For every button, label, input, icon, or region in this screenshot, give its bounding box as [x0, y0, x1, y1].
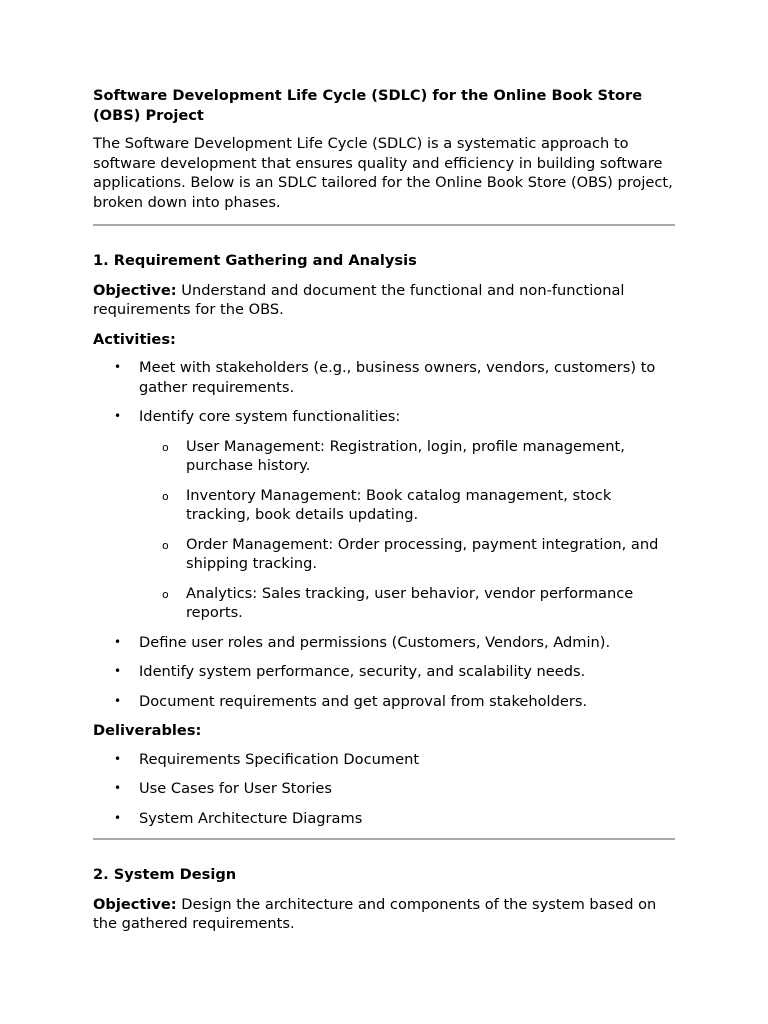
- section-divider: [93, 224, 675, 226]
- objective-text: Design the architecture and components of the system based on the gathered requirements.: [93, 895, 657, 932]
- section-requirement-gathering: [93, 251, 675, 828]
- list-item: [93, 407, 675, 623]
- section-heading: 1. Requirement Gathering and Analysis: [93, 252, 417, 269]
- objective-paragraph: [93, 281, 675, 320]
- objective-text: Understand and document the functional and non-functional requirements for the OBS.: [93, 281, 625, 318]
- section-divider: [93, 838, 675, 840]
- list-item: • Use Cases for User Stories: [93, 779, 675, 799]
- objective-label: Objective:: [93, 281, 177, 299]
- deliverables-list: [93, 750, 675, 829]
- list-item: • Identify system performance, security, and scalability needs.: [93, 662, 675, 682]
- activities-label: Activities:: [93, 330, 176, 348]
- deliverables-label: Deliverables:: [93, 722, 202, 739]
- list-item: • Meet with stakeholders (e.g., business owners, vendors, customers) to gather requirements.: [93, 358, 675, 397]
- sub-list-item: o User Management: Registration, login, profile management, purchase history.: [139, 437, 675, 476]
- activities-list: [93, 358, 675, 711]
- objective-label: Objective:: [93, 895, 177, 913]
- intro-paragraph: The Software Development Life Cycle (SDLC) is a systematic approach to software development that ensures quality and efficiency in building software applications. Below is an SDLC tailored for the Online Book Store (OBS) project, broken down into phases.: [93, 135, 673, 211]
- section-system-design: [93, 865, 675, 934]
- list-item: • Document requirements and get approval from stakeholders.: [93, 692, 675, 712]
- list-item: • Requirements Specification Document: [93, 750, 675, 770]
- sub-list-item: o Inventory Management: Book catalog management, stock tracking, book details updating.: [139, 486, 675, 525]
- objective-paragraph: [93, 895, 675, 934]
- list-item: • Define user roles and permissions (Customers, Vendors, Admin).: [93, 633, 675, 653]
- section-heading: 2. System Design: [93, 866, 237, 883]
- list-item: • System Architecture Diagrams: [93, 809, 675, 829]
- document-title: Software Development Life Cycle (SDLC) for the Online Book Store (OBS) Project: [93, 87, 643, 124]
- functionalities-list: [139, 437, 675, 623]
- list-item-text: Identify core system functionalities:: [139, 408, 401, 425]
- sub-list-item: o Analytics: Sales tracking, user behavior, vendor performance reports.: [139, 584, 675, 623]
- sub-list-item: o Order Management: Order processing, payment integration, and shipping tracking.: [139, 535, 675, 574]
